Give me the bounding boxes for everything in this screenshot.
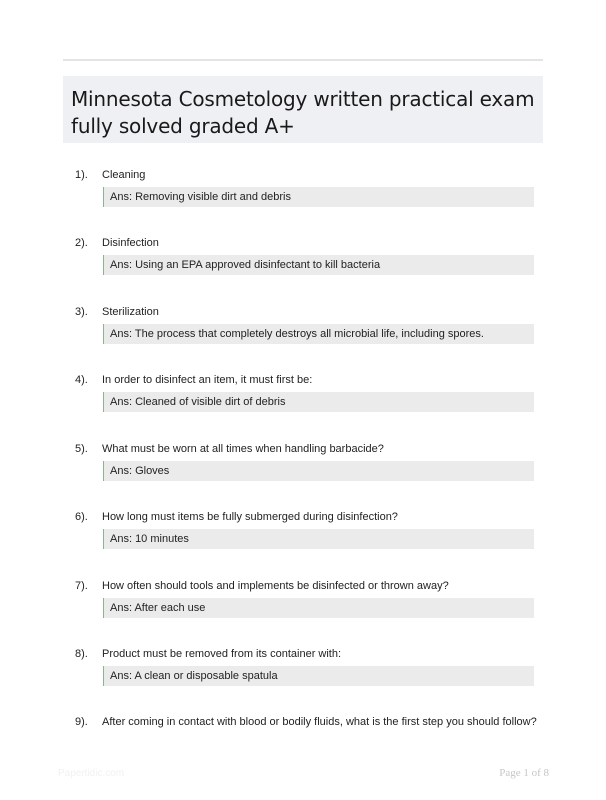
answer-box: Ans: After each use: [103, 598, 534, 618]
answer-box: Ans: A clean or disposable spatula: [103, 666, 534, 686]
question-text: Disinfection: [102, 237, 159, 249]
question-text: Sterilization: [102, 306, 159, 318]
answer-box: Ans: Using an EPA approved disinfectant to kill bacteria: [103, 255, 534, 275]
question-number: 5).: [75, 443, 88, 455]
question-item-5: [0, 442, 606, 502]
answer-box: Ans: Removing visible dirt and debris: [103, 187, 534, 207]
question-number: 6).: [75, 511, 88, 523]
footer-watermark: Papertidic.com: [58, 768, 125, 779]
question-text: Cleaning: [102, 169, 146, 181]
answer-box: Ans: Cleaned of visible dirt of debris: [103, 392, 534, 412]
question-item-4: [0, 373, 606, 433]
question-number: 7).: [75, 580, 88, 592]
question-text: What must be worn at all times when handling barbacide?: [102, 443, 384, 455]
question-item-1: [0, 168, 606, 228]
question-item-2: [0, 236, 606, 296]
question-text: How long must items be fully submerged during disinfection?: [102, 511, 398, 523]
page-indicator: Page 1 of 8: [499, 767, 549, 779]
question-item-6: [0, 510, 606, 570]
answer-box: Ans: The process that completely destroys all microbial life, including spores.: [103, 324, 534, 344]
question-number: 4).: [75, 374, 88, 386]
answer-box: Ans: 10 minutes: [103, 529, 534, 549]
question-number: 9).: [75, 716, 88, 728]
question-number: 2).: [75, 237, 88, 249]
question-number: 8).: [75, 648, 88, 660]
question-item-8: [0, 647, 606, 707]
question-text: In order to disinfect an item, it must first be:: [102, 374, 313, 386]
question-text: After coming in contact with blood or bodily fluids, what is the first step you should follow?: [102, 716, 537, 728]
answer-box: Ans: Gloves: [103, 461, 534, 481]
top-divider: [63, 59, 543, 61]
title-banner: [63, 76, 543, 143]
question-item-9: [0, 715, 606, 775]
document-title: Minnesota Cosmetology written practical exam fully solved graded A+: [71, 87, 535, 138]
question-item-7: [0, 579, 606, 639]
question-number: 3).: [75, 306, 88, 318]
question-item-3: [0, 305, 606, 365]
question-text: Product must be removed from its container with:: [102, 648, 342, 660]
question-number: 1).: [75, 169, 88, 181]
question-text: How often should tools and implements be disinfected or thrown away?: [102, 580, 449, 592]
